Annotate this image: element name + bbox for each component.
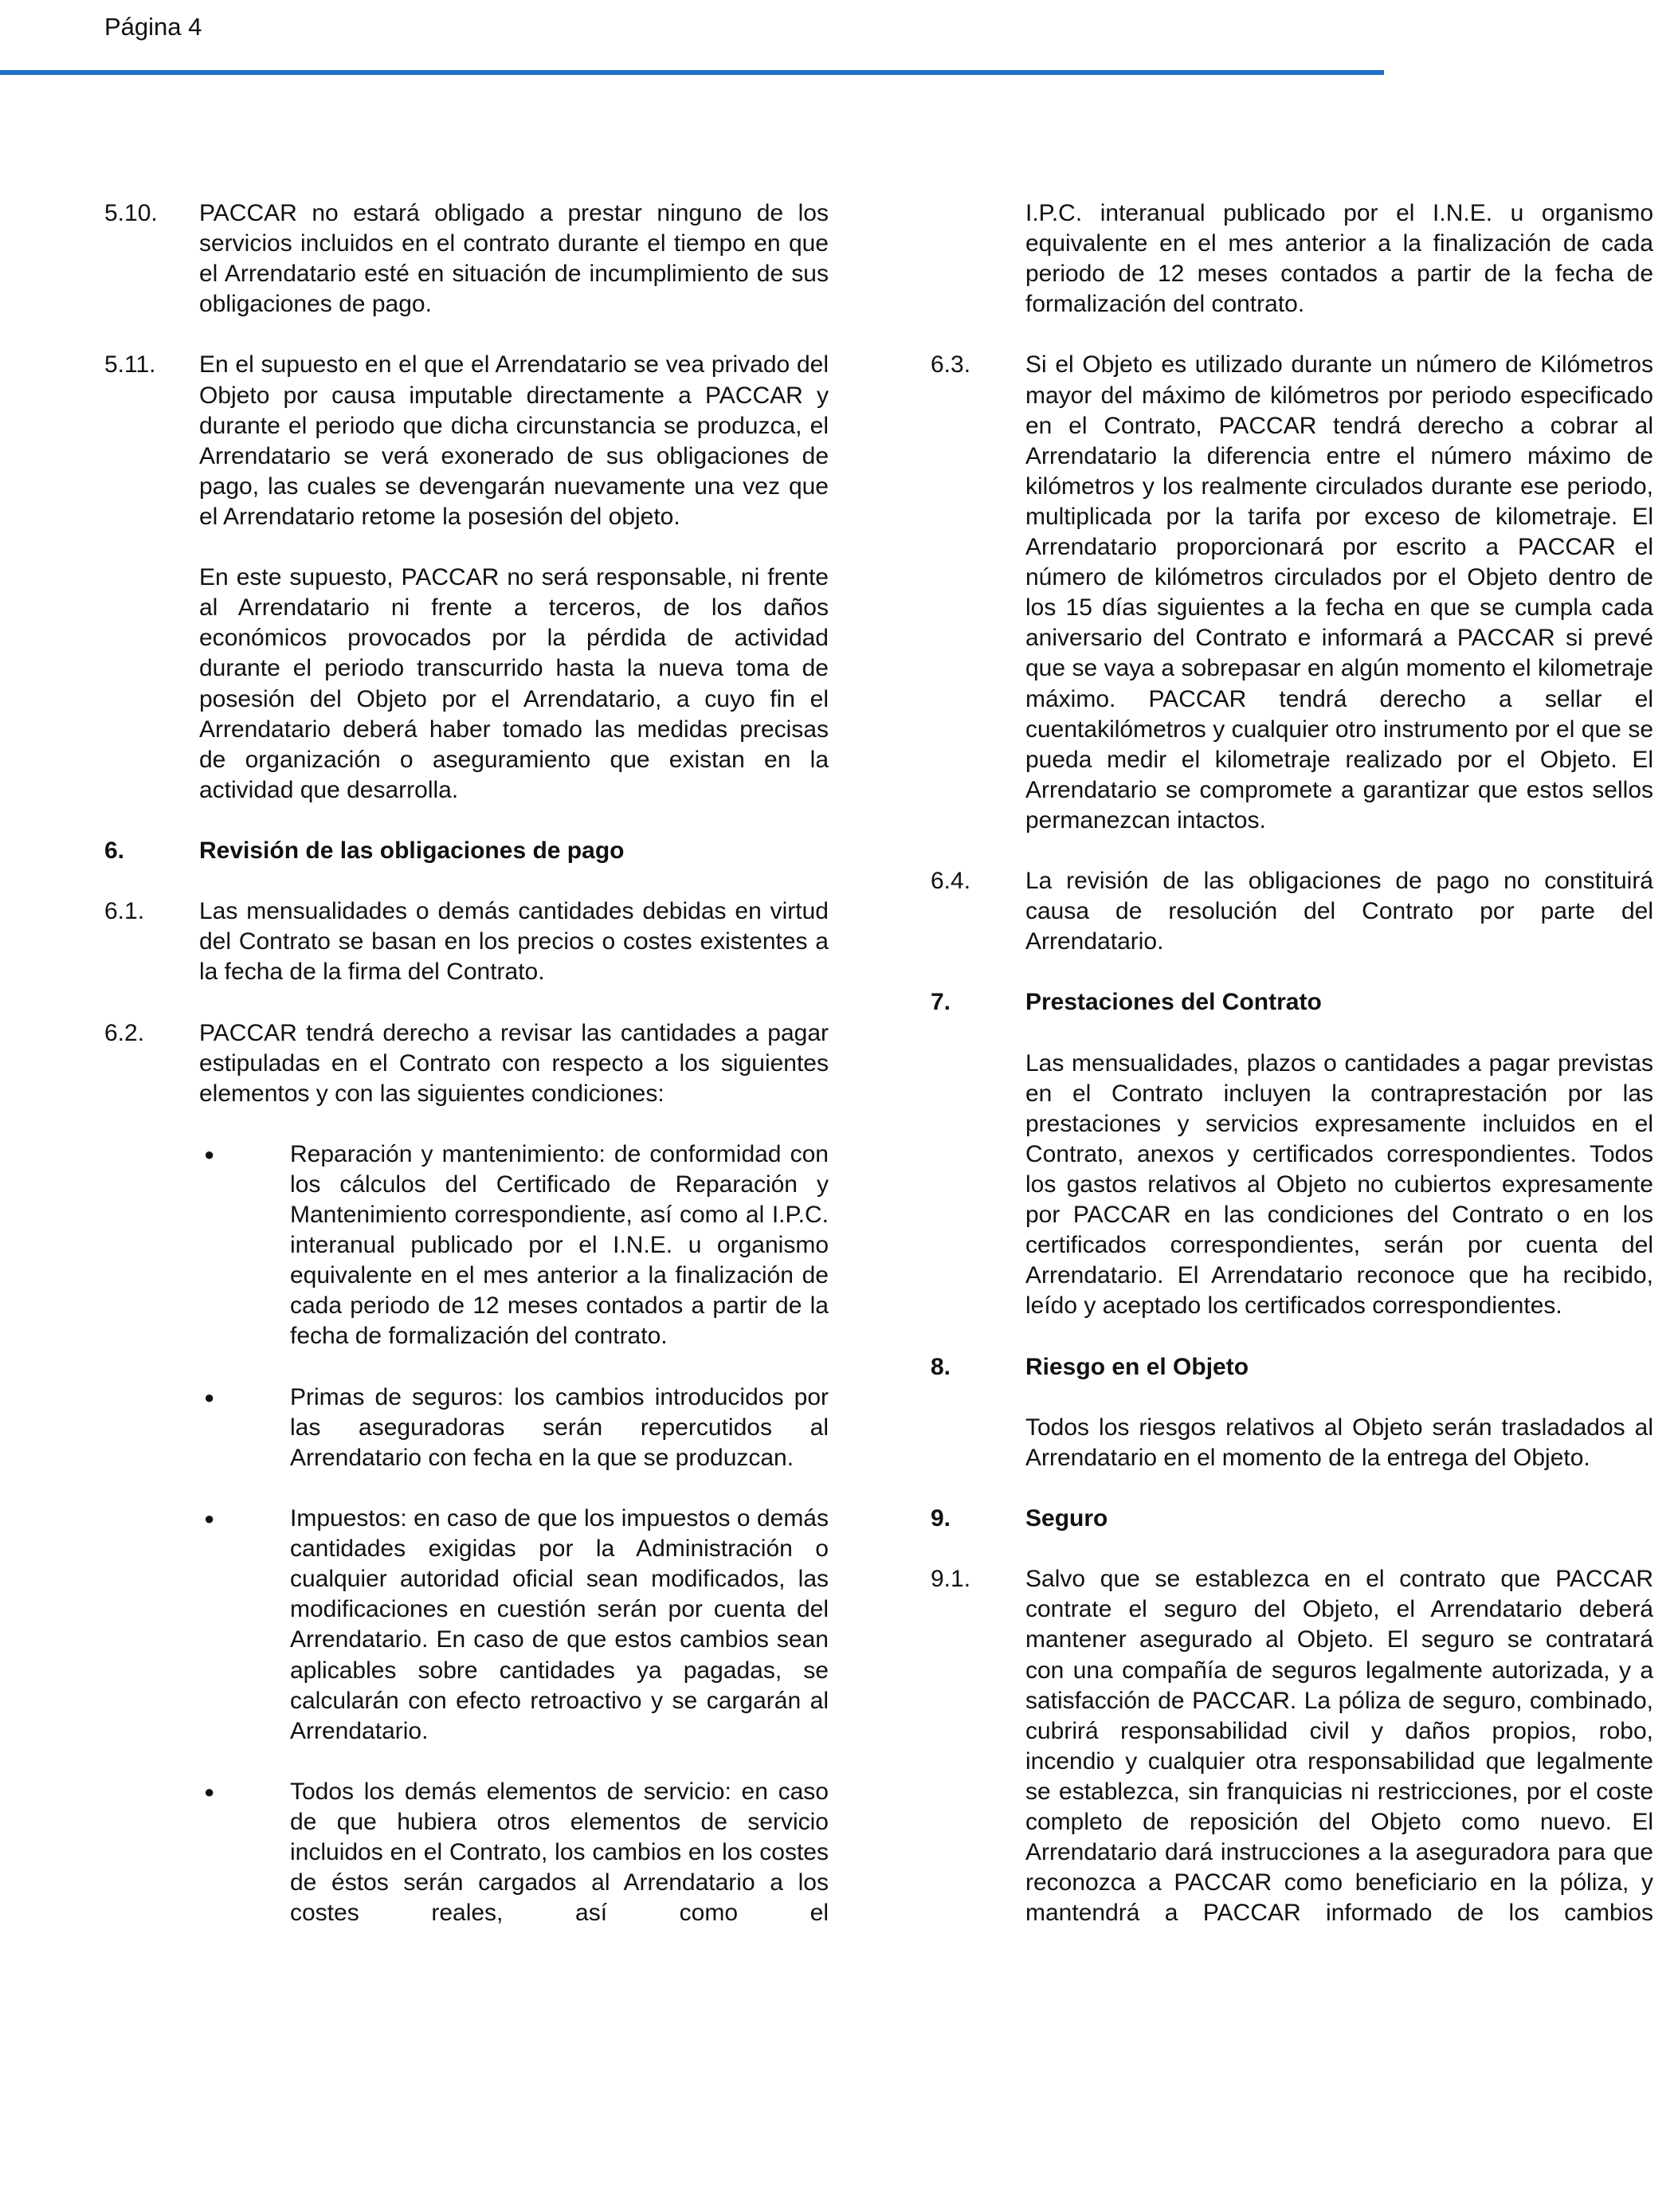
section-number: 9.	[931, 1505, 951, 1532]
clause-text: PACCAR tendrá derecho a revisar las cantidades a pagar estipuladas en el Contrato con respecto a los siguientes elementos y con las siguientes condiciones:	[199, 1019, 829, 1107]
bullet-icon: ●	[204, 1143, 215, 1164]
list-item-text: Reparación y mantenimiento: de conformidad con los cálculos del Certificado de Reparación y Mantenimiento correspondiente, así como al I.P.C. interanual publicado por el I.N.E. u organismo equivalente en el mes anterior a la finalización de cada periodo de 12 meses contados a partir de la fecha de formalización del contrato.	[290, 1140, 829, 1350]
section-7-text: Las mensualidades, plazos o cantidades a pagar previstas en el Contrato incluyen la contraprestación por las prestaciones y servicios expresamente incluidos en el Contrato, anexos y certificados correspondientes. Todos los gastos relativos al Objeto no cubiertos expresamente por PACCAR en las condiciones del Contrato o en los certificados correspondientes, serán por cuenta del Arrendatario. El Arrendatario reconoce que ha recibido, leído y aceptado los certificados correspondientes.	[1025, 1049, 1653, 1320]
right-column	[931, 198, 1653, 1928]
section-title: Riesgo en el Objeto	[1025, 1353, 1249, 1380]
clause-5-11-paragraph-2: En este supuesto, PACCAR no será responsable, ni frente al Arrendatario ni frente a terceros, de los daños económicos provocados por la pérdida de actividad durante el periodo transcurrido hasta la nueva toma de posesión del Objeto por el Arrendatario, a cuyo fin el Arrendatario deberá haber tomado las medidas precisas de organización o aseguramiento que existan en la actividad que desarrolla.	[199, 564, 829, 803]
clause-text: Las mensualidades o demás cantidades debidas en virtud del Contrato se basan en los precios o costes existentes a la fecha de la firma del Contrato.	[199, 898, 829, 986]
list-item-text: Todos los demás elementos de servicio: en caso de que hubiera otros elementos de servicio incluidos en el Contrato, los cambios en los costes de éstos serán cargados al Arrendatario a los costes reales, así como el	[290, 1778, 829, 1927]
clause-number: 6.3.	[931, 351, 971, 378]
clause-6-4	[931, 866, 1653, 957]
clause-number: 6.4.	[931, 868, 971, 895]
clause-9-1	[931, 1564, 1653, 1928]
clause-text: PACCAR no estará obligado a prestar ninguno de los servicios incluidos en el contrato durante el tiempo en que el Arrendatario esté en situación de incumplimiento de sus obligaciones de pago.	[199, 200, 829, 318]
left-column	[104, 198, 829, 1928]
clause-6-3	[931, 350, 1653, 836]
section-title: Revisión de las obligaciones de pago	[199, 837, 625, 864]
clause-text: Si el Objeto es utilizado durante un número de Kilómetros mayor del máximo de kilómetros por periodo especificado en el Contrato, PACCAR tendrá derecho a cobrar al Arrendatario la diferencia entre el número máximo de kilómetros y los realmente circulados durante ese periodo, multiplicada por la tarifa por exceso de kilometraje. El Arrendatario proporcionará por escrito a PACCAR el número de kilómetros circulados por el Objeto dentro de los 15 días siguientes a la fecha en que se cumpla cada aniversario del Contrato e informará a PACCAR si prevé que se vaya a sobrepasar en algún momento el kilometraje máximo. PACCAR tendrá derecho a sellar el cuentakilómetros y cualquier otro instrumento por el que se pueda medir el kilometraje realizado por el Objeto. El Arrendatario se compromete a garantizar que estos sellos permanezcan intactos.	[1025, 351, 1653, 833]
clause-5-11	[104, 350, 829, 532]
section-9-heading	[931, 1504, 1653, 1534]
clause-5-10	[104, 198, 829, 320]
clause-number: 6.1.	[104, 898, 145, 925]
bullet-icon: ●	[204, 1781, 215, 1802]
section-7-heading	[931, 987, 1653, 1018]
clause-number: 6.2.	[104, 1019, 145, 1046]
clause-6-1	[104, 896, 829, 987]
clause-number: 9.1.	[931, 1566, 971, 1593]
section-number: 6.	[104, 837, 125, 864]
clause-number: 5.10.	[104, 200, 158, 226]
list-item	[199, 1382, 829, 1473]
section-title: Seguro	[1025, 1505, 1108, 1532]
section-number: 7.	[931, 989, 951, 1016]
bullet-icon: ●	[204, 1386, 215, 1407]
section-number: 8.	[931, 1353, 951, 1380]
clause-number: 5.11.	[104, 351, 156, 378]
header-divider	[0, 70, 1384, 75]
list-item	[199, 1139, 829, 1352]
clause-text: Salvo que se establezca en el contrato que PACCAR contrate el seguro del Objeto, el Arrendatario deberá mantener asegurado al Objeto. El seguro se contratará con una compañía de seguros legalmente autorizada, y a satisfacción de PACCAR. La póliza de seguro, combinado, cubrirá responsabilidad civil y daños propios, robo, incendio y cualquier otra responsabilidad que legalmente se establezca, sin franquicias ni restricciones, por el coste completo de reposición del Objeto como nuevo. El Arrendatario dará instrucciones a la aseguradora para que reconozca a PACCAR como beneficiario en la póliza, y mantendrá a PACCAR informado de los cambios	[1025, 1566, 1653, 1927]
clause-6-2	[104, 1018, 829, 1109]
bullet-continuation: I.P.C. interanual publicado por el I.N.E. u organismo equivalente en el mes anterior a la finalización de cada periodo de 12 meses contados a partir de la fecha de formalización del contrato.	[1025, 200, 1653, 318]
clause-text: La revisión de las obligaciones de pago no constituirá causa de resolución del Contrato por parte del Arrendatario.	[1025, 868, 1653, 955]
page-number-label: Página 4	[104, 13, 202, 41]
list-item-text: Primas de seguros: los cambios introducidos por las aseguradoras serán repercutidos al Arrendatario con fecha en la que se produzcan.	[290, 1383, 829, 1471]
list-item	[199, 1504, 829, 1747]
list-item-text: Impuestos: en caso de que los impuestos o demás cantidades exigidas por la Administración o cualquier autoridad oficial sean modificados, las modificaciones en cuestión serán por cuenta del Arrendatario. En caso de que estos cambios sean aplicables sobre cantidades ya pagadas, se calcularán con efecto retroactivo y se cargarán al Arrendatario.	[290, 1505, 829, 1744]
bullet-icon: ●	[204, 1508, 215, 1529]
list-item	[199, 1777, 829, 1928]
section-8-heading	[931, 1352, 1653, 1382]
section-6-heading	[104, 836, 829, 866]
section-title: Prestaciones del Contrato	[1025, 989, 1322, 1016]
section-8-text: Todos los riesgos relativos al Objeto serán trasladados al Arrendatario en el momento de la entrega del Objeto.	[1025, 1414, 1653, 1471]
clause-text: En el supuesto en el que el Arrendatario se vea privado del Objeto por causa imputable directamente a PACCAR y durante el periodo que dicha circunstancia se produzca, el Arrendatario se verá exonerado de sus obligaciones de pago, las cuales se devengarán nuevamente una vez que el Arrendatario retome la posesión del objeto.	[199, 351, 829, 530]
